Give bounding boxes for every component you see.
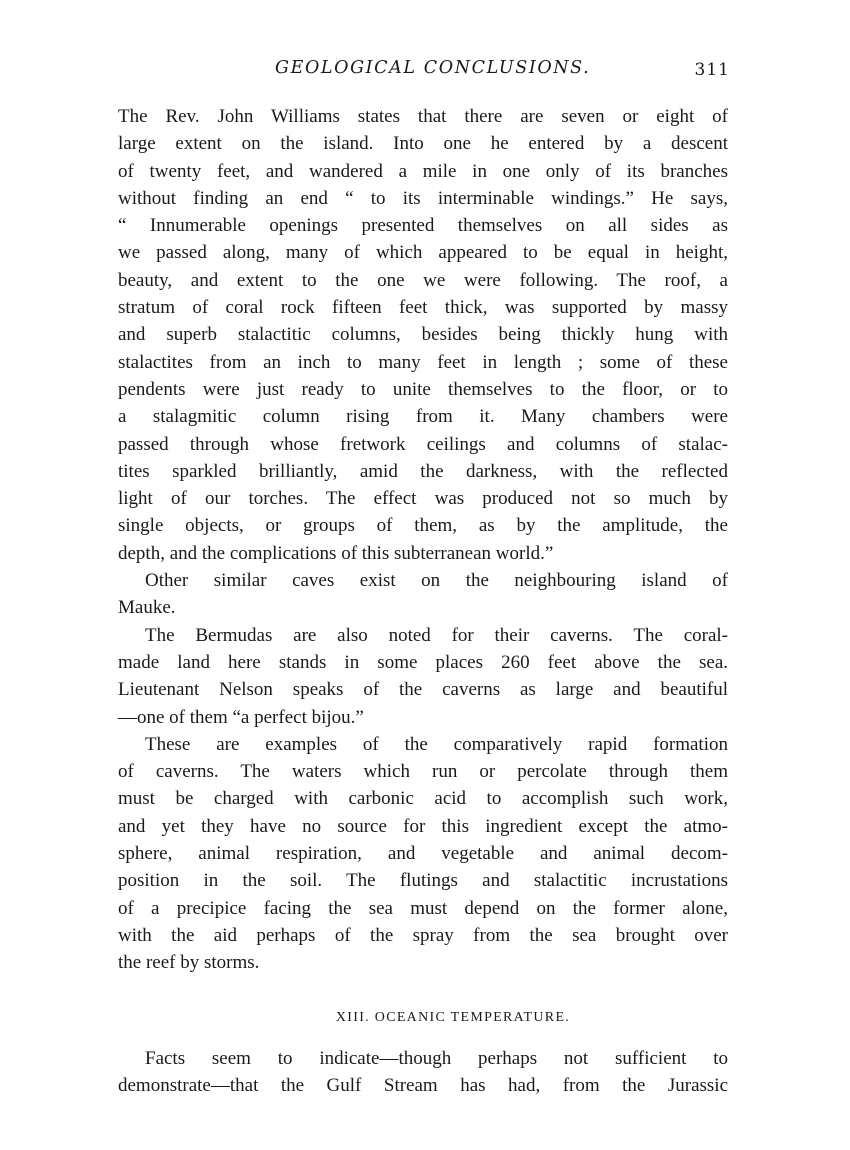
text-line: The Bermudas are also noted for their caverns. The coral- bbox=[145, 624, 728, 646]
page-number: 311 bbox=[694, 60, 730, 80]
section-heading bbox=[118, 1006, 728, 1030]
text-line: passed through whose fretwork ceilings and columns of stalac- bbox=[118, 433, 728, 455]
section-text bbox=[118, 1045, 728, 1100]
text-line: made land here stands in some places 260 feet above the sea. bbox=[118, 651, 728, 673]
text-line: The Rev. John Williams states that there are seven or eight of bbox=[118, 106, 728, 127]
text-line: with the aid perhaps of the spray from the sea brought over bbox=[118, 924, 728, 946]
text-line: of a precipice facing the sea must depend on the former alone, bbox=[118, 897, 728, 919]
text-line: beauty, and extent to the one we were following. The roof, a bbox=[118, 269, 728, 291]
text-line: and yet they have no source for this ingredient except the atmo- bbox=[118, 815, 728, 837]
running-title: GEOLOGICAL CONCLUSIONS. bbox=[275, 58, 591, 78]
text-line: single objects, or groups of them, as by the amplitude, the bbox=[118, 515, 728, 537]
text-line: stratum of coral rock fifteen feet thick, was supported by massy bbox=[118, 297, 728, 319]
text-line: depth, and the complications of this subterranean world.” bbox=[118, 542, 554, 564]
text-line: a stalagmitic column rising from it. Many chambers were bbox=[118, 406, 728, 428]
body-text bbox=[118, 103, 728, 977]
text-line: “ Innumerable openings presented themselves on all sides as bbox=[118, 215, 728, 237]
text-line: light of our torches. The effect was produced not so much by bbox=[118, 488, 728, 510]
text-line: demonstrate—that the Gulf Stream has had, from the Jurassic bbox=[118, 1075, 728, 1097]
text-line: pendents were just ready to unite themselves to the floor, or to bbox=[118, 378, 728, 400]
text-line: Lieutenant Nelson speaks of the caverns as large and beautiful bbox=[118, 679, 728, 701]
text-line: of caverns. The waters which run or percolate through them bbox=[118, 761, 728, 783]
text-line: These are examples of the comparatively rapid formation bbox=[145, 733, 728, 755]
text-line: without finding an end “ to its interminable windings.” He says, bbox=[118, 187, 728, 209]
text-line: stalactites from an inch to many feet in length ; some of these bbox=[118, 351, 728, 373]
text-line: sphere, animal respiration, and vegetable and animal decom- bbox=[118, 843, 728, 865]
running-header bbox=[120, 58, 730, 86]
text-line: —one of them “a perfect bijou.” bbox=[118, 706, 364, 728]
text-line: must be charged with carbonic acid to accomplish such work, bbox=[118, 788, 728, 810]
text-line: Facts seem to indicate—though perhaps not sufficient to bbox=[145, 1048, 728, 1069]
text-line: Other similar caves exist on the neighbouring island of bbox=[145, 570, 728, 592]
text-line: the reef by storms. bbox=[118, 952, 260, 974]
text-line: of twenty feet, and wandered a mile in one only of its branches bbox=[118, 160, 728, 182]
text-line: and superb stalactitic columns, besides being thickly hung with bbox=[118, 324, 728, 346]
text-line: Mauke. bbox=[118, 597, 176, 619]
text-line: large extent on the island. Into one he entered by a descent bbox=[118, 133, 728, 155]
section-heading-text: XIII. OCEANIC TEMPERATURE. bbox=[335, 1010, 571, 1025]
text-line: we passed along, many of which appeared to be equal in height, bbox=[118, 242, 728, 264]
text-line: tites sparkled brilliantly, amid the darkness, with the reflected bbox=[118, 460, 728, 482]
text-line: position in the soil. The flutings and stalactitic incrustations bbox=[118, 870, 728, 892]
